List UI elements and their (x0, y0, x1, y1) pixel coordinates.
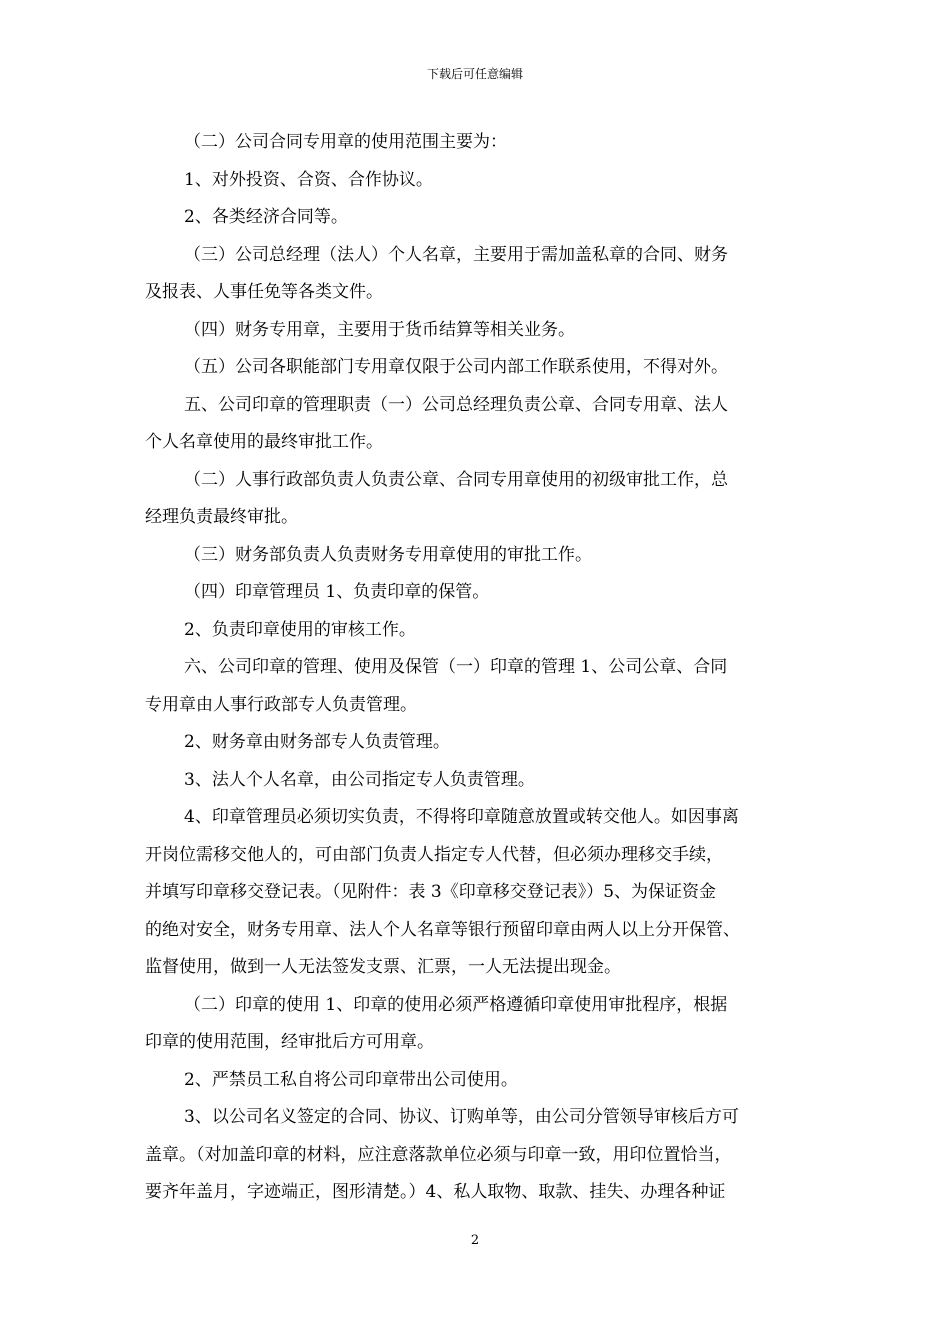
text-line: 并填写印章移交登记表。（见附件：表 3《印章移交登记表》）5、为保证资金 (145, 882, 717, 902)
text-line: 3、法人个人名章，由公司指定专人负责管理。 (184, 769, 535, 790)
text-line: 2、财务章由财务部专人负责管理。 (184, 732, 450, 752)
text-line: 4、印章管理员必须切实负责，不得将印章随意放置或转交他人。如因事离 (184, 807, 739, 827)
text-line: （二）公司合同专用章的使用范围主要为： (184, 132, 507, 152)
page-number: 2 (470, 1233, 480, 1248)
text-line: （二）印章的使用 1、印章的使用必须严格遵循印章使用审批程序，根据 (184, 994, 728, 1015)
text-line: （五）公司各职能部门专用章仅限于公司内部工作联系使用，不得对外。 (184, 357, 728, 377)
text-line: （四）财务专用章，主要用于货币结算等相关业务。 (184, 319, 575, 340)
text-line: 个人名章使用的最终审批工作。 (145, 432, 383, 452)
page-header: 下载后可任意编辑 (426, 67, 523, 81)
text-line: 2、严禁员工私自将公司印章带出公司使用。 (184, 1069, 518, 1090)
document-body (145, 124, 815, 1212)
text-line: 要齐年盖月，字迹端正，图形清楚。）4、私人取物、取款、挂失、办理各种证 (145, 1182, 726, 1202)
text-line: 专用章由人事行政部专人负责管理。 (145, 694, 417, 715)
text-line: 经理负责最终审批。 (145, 507, 298, 527)
text-line: 及报表、人事任免等各类文件。 (145, 282, 383, 302)
text-line: 3、以公司名义签定的合同、协议、订购单等，由公司分管领导审核后方可 (184, 1107, 739, 1127)
text-line: 监督使用，做到一人无法签发支票、汇票，一人无法提出现金。 (145, 957, 621, 977)
text-line: 五、公司印章的管理职责（一）公司总经理负责公章、合同专用章、法人 (184, 394, 728, 415)
text-line: 印章的使用范围，经审批后方可用章。 (145, 1032, 434, 1052)
text-line: 六、公司印章的管理、使用及保管（一）印章的管理 1、公司公章、合同 (184, 657, 728, 677)
text-line: 开岗位需移交他人的，可由部门负责人指定专人代替，但必须办理移交手续， (145, 844, 723, 865)
text-line: 2、各类经济合同等。 (184, 207, 348, 227)
text-line: 的绝对安全，财务专用章、法人个人名章等银行预留印章由两人以上分开保管、 (145, 919, 740, 940)
text-line: （四）印章管理员 1、负责印章的保管。 (184, 582, 490, 602)
text-line: 盖章。（对加盖印章的材料，应注意落款单位必须与印章一致，用印位置恰当， (145, 1144, 732, 1165)
text-line: 1、对外投资、合资、合作协议。 (184, 169, 433, 190)
text-line: 2、负责印章使用的审核工作。 (184, 619, 416, 640)
text-line: （二）人事行政部负责人负责公章、合同专用章使用的初级审批工作，总 (184, 469, 728, 490)
text-line: （三）公司总经理（法人）个人名章，主要用于需加盖私章的合同、财务 (184, 244, 728, 265)
text-line: （三）财务部负责人负责财务专用章使用的审批工作。 (184, 544, 592, 565)
